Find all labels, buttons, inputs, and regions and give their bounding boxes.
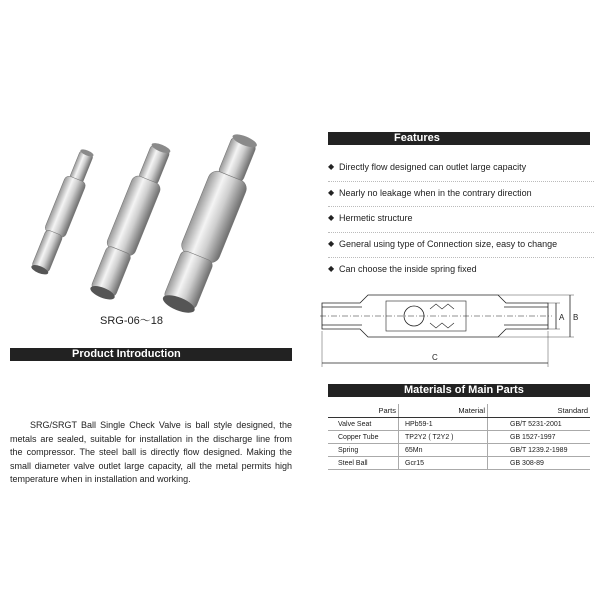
bullet-icon: ◆ (328, 238, 335, 248)
valve-small (28, 146, 98, 277)
feature-item: ◆ Hermetic structure (328, 207, 594, 233)
materials-table (328, 404, 590, 470)
features-bar (328, 132, 590, 145)
materials-bar (328, 384, 590, 397)
feature-item: ◆ Can choose the inside spring fixed (328, 264, 477, 274)
table-header-row (328, 404, 590, 418)
feature-item: ◆ Nearly no leakage when in the contrary direction (328, 182, 594, 208)
bullet-icon: ◆ (328, 187, 335, 197)
product-introduction-bar (10, 348, 292, 361)
product-introduction-title: Product Introduction (72, 348, 181, 360)
feature-item: ◆ General using type of Connection size, easy to change (328, 233, 594, 259)
bullet-icon: ◆ (328, 162, 335, 171)
features-list (328, 156, 594, 284)
feature-item: ◆ Directly flow designed can outlet large capacity (328, 156, 594, 182)
header-material: Material (399, 404, 488, 418)
header-standard: Standard (488, 404, 591, 418)
valve-large (158, 129, 265, 317)
model-caption: SRG-06～18 (100, 315, 163, 327)
materials-title: Materials of Main Parts (404, 384, 524, 396)
product-introduction-text (10, 419, 292, 487)
dim-label-a: A (559, 313, 565, 322)
table-row: Spring 65Mn GB/T 1239.2-1989 (328, 444, 590, 457)
dimension-drawing (320, 287, 590, 372)
table-row: Copper Tube TP2Y2 ( T2Y2 ) GB 1527-1997 (328, 431, 590, 444)
dim-label-c: C (432, 353, 438, 362)
table-row: Valve Seat HPb59-1 GB/T 5231-2001 (328, 418, 590, 431)
header-parts: Parts (328, 404, 399, 418)
table-row: Steel Ball Gcr15 GB 308-89 (328, 457, 590, 470)
bullet-icon: ◆ (328, 264, 335, 273)
bullet-icon: ◆ (328, 213, 335, 222)
features-title: Features (394, 132, 440, 144)
product-photo (20, 120, 290, 320)
intro-paragraph: SRG/SRGT Ball Single Check Valve is ball style designed, the metals are sealed, suitable for installation in the discharge line from the compressor. The steel ball is directly flow designed. Making the small diameter valve outlet large capacity, all the metal permits high temperature when in installation and working. (10, 420, 292, 484)
valve-medium (87, 139, 176, 303)
dim-label-b: B (573, 313, 579, 322)
